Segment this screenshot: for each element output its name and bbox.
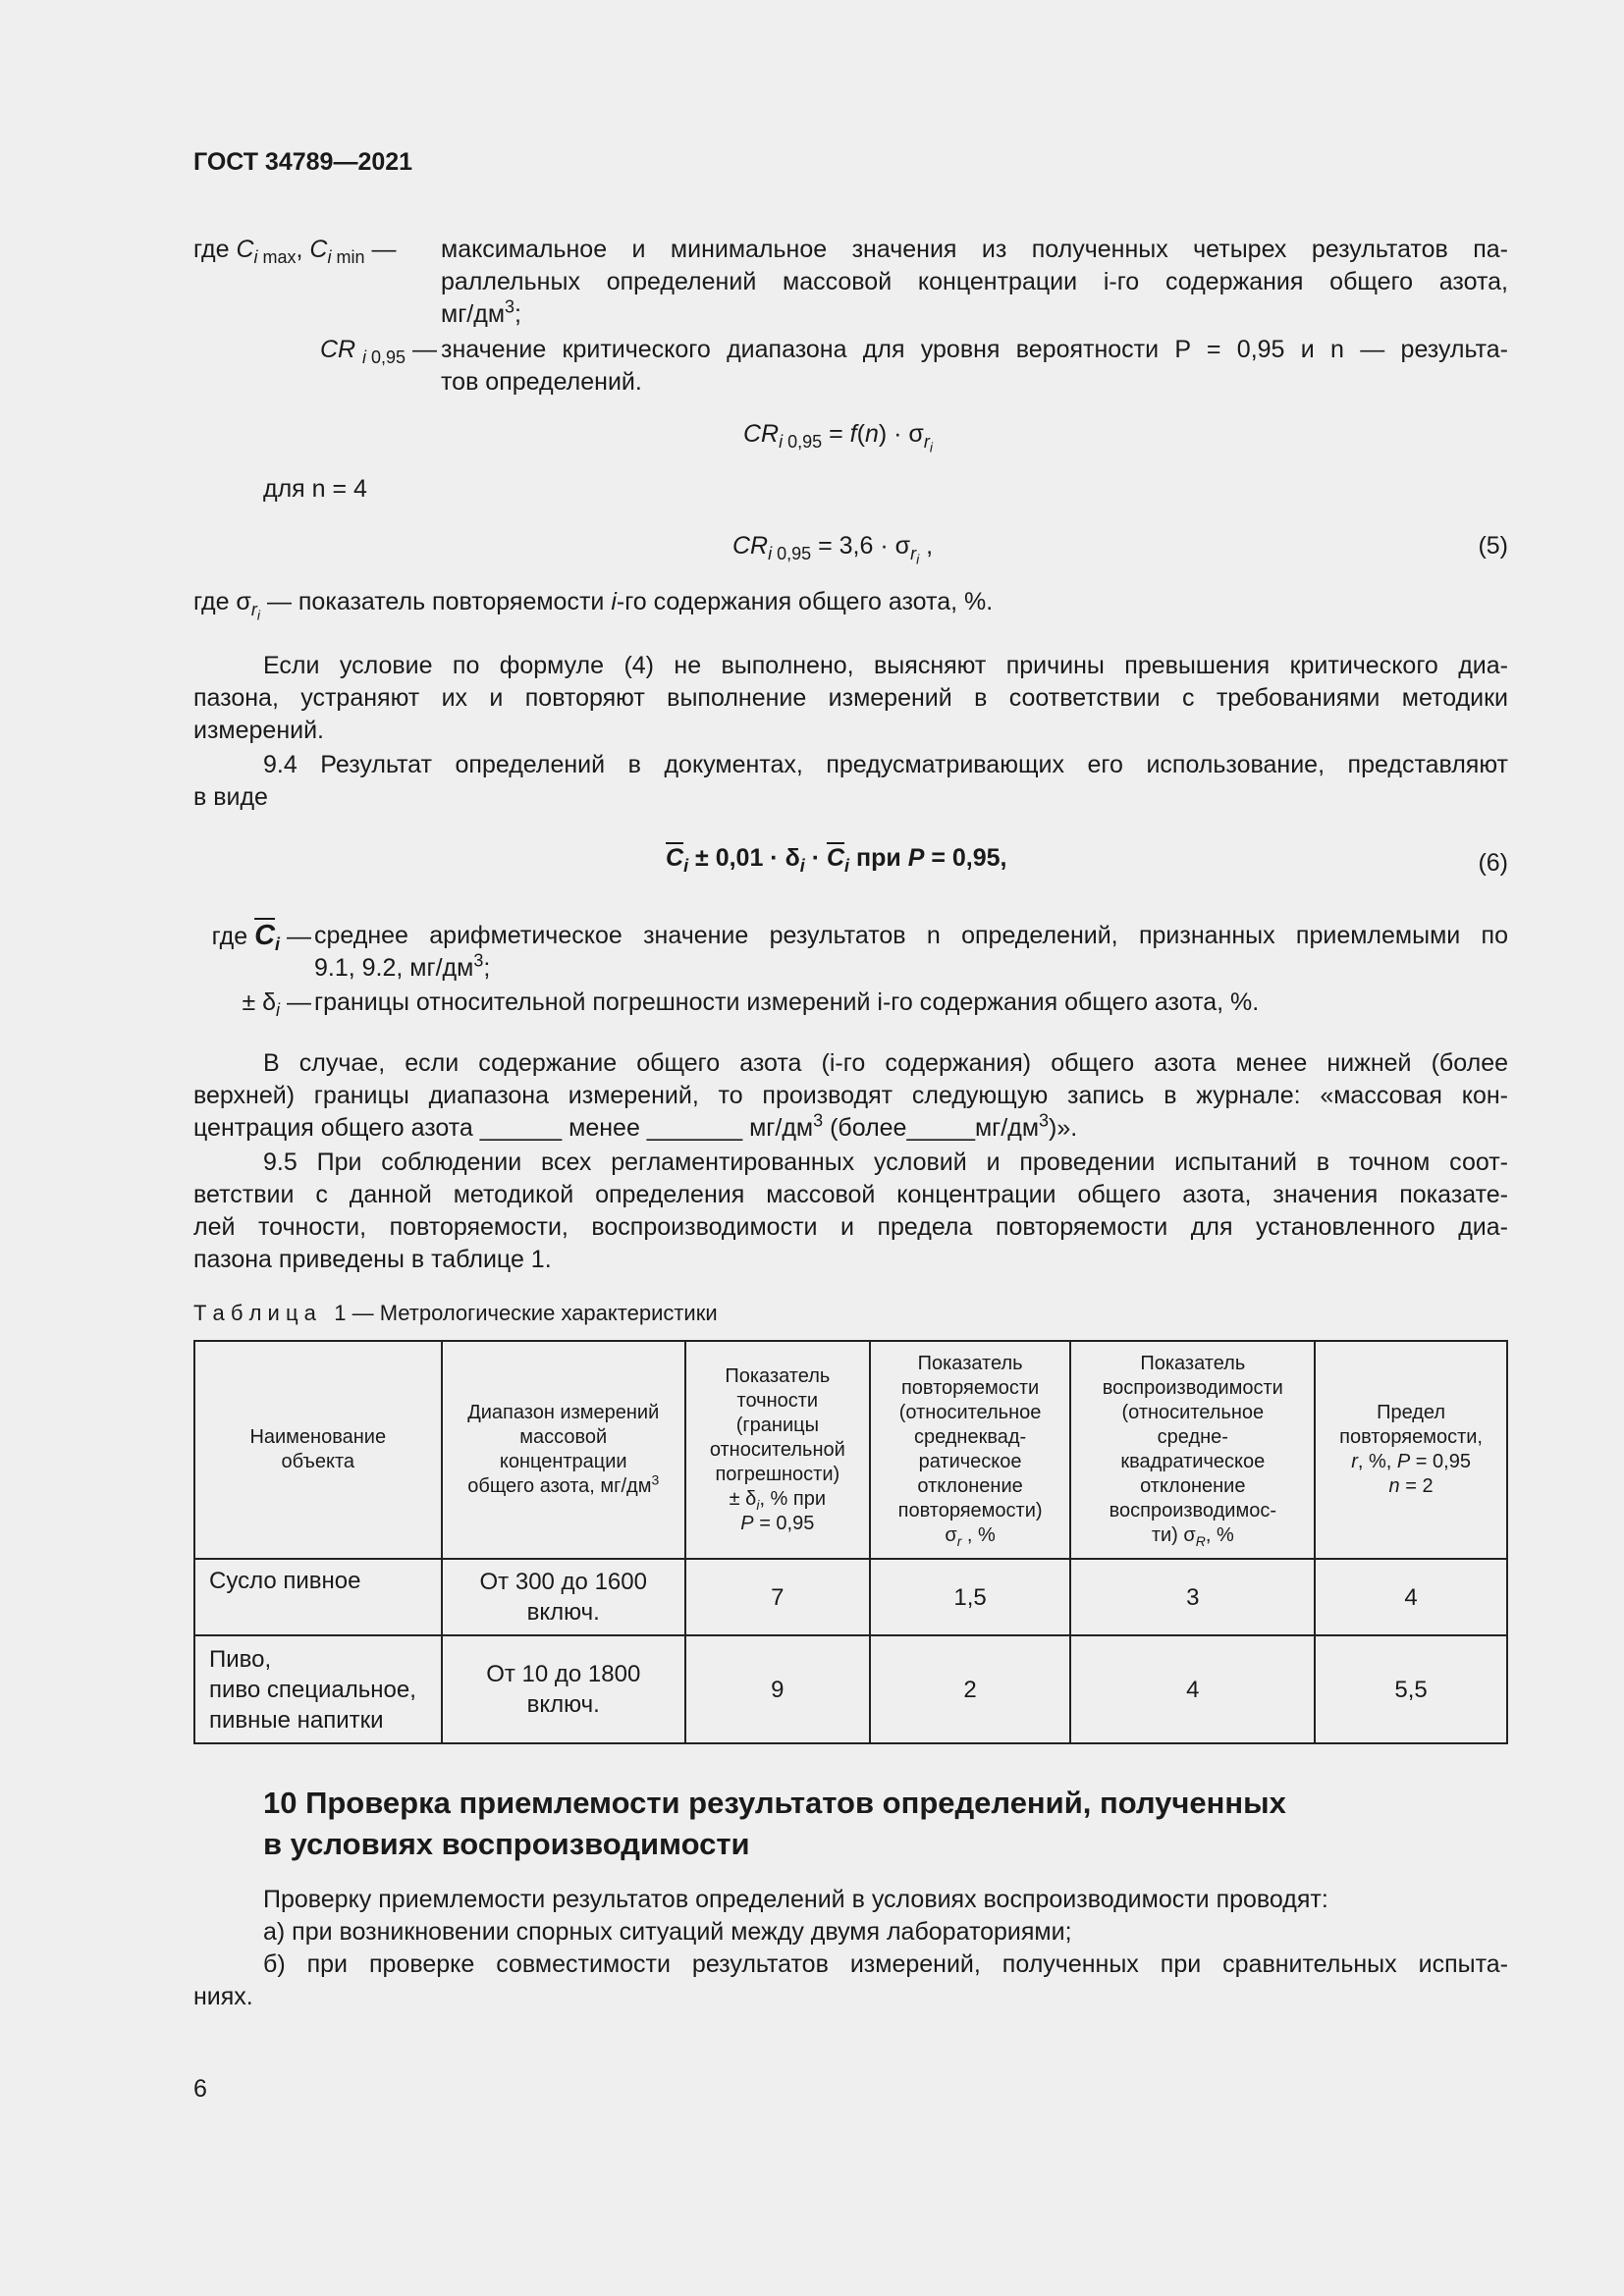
paragraph-case (193, 1047, 1508, 1145)
cell-limit: 4 (1315, 1559, 1507, 1635)
header-range: Диапазон измерений массовой концентрации общего азота, $мг/дм^3$ (442, 1341, 685, 1559)
definition-line: максимальное и минимальное значения из полученных четырех результатов па- (441, 236, 1508, 263)
definition-text-cmax-cmin (441, 234, 1508, 331)
page-number: 6 (193, 2075, 207, 2103)
formula-cr-general: $CR_{i 0,95} = f(n) \cdot \sigma_{r_i}$ (743, 420, 933, 455)
formula-6: $\overline{C}_i \pm 0,01 \cdot \delta_i \cdot \overline{C}_i$ при P = 0,95, (666, 844, 1007, 876)
definition-term-cbar: где $\overline{C}_i$ — (211, 920, 311, 954)
paragraph-line: лей точности, повторяемости, воспроизводимости и предела повторяемости для установленного диа- (193, 1213, 1508, 1241)
definition-line: $мг/дм^3$; (441, 296, 521, 328)
definition-term-cmax-cmin: где $C_{i max}$, $C_{i min}$ — (193, 236, 397, 267)
paragraph-line: пазона приведены в таблице 1. (193, 1246, 552, 1273)
heading-line: 10 Проверка приемлемости результатов определений, полученных (263, 1786, 1286, 1820)
header-object: Наименование объекта (194, 1341, 442, 1559)
definition-line: тов определений. (441, 368, 642, 396)
definition-text-cr (441, 334, 1508, 399)
definition-text-cbar (314, 920, 1508, 985)
paragraph-9-5 (193, 1147, 1508, 1276)
section-10-heading (263, 1783, 1286, 1865)
equation-number-5: (5) (1478, 532, 1508, 560)
paragraph-line: 9.5 При соблюдении всех регламентированных условий и проведении испытаний в точном соот- (263, 1148, 1508, 1176)
definition-line: среднее арифметическое значение результатов n определений, признанных приемлемыми по (314, 922, 1508, 949)
cell-accuracy: 9 (685, 1635, 870, 1743)
header-repeatability: Показатель повторяемости (относительное среднеквад- ратическое отклонение повторяемости) $\sigma_r$ , % (870, 1341, 1071, 1559)
definition-line: 9.1, 9.2, $мг/дм^3$; (314, 950, 491, 982)
cell-range: От 300 до 1600 включ. (442, 1559, 685, 1635)
cell-accuracy: 7 (685, 1559, 870, 1635)
metrological-table (193, 1340, 1508, 1744)
paragraph-9-4 (193, 749, 1508, 814)
cell-limit: 5,5 (1315, 1635, 1507, 1743)
cell-repeatability: 2 (870, 1635, 1071, 1743)
document-header: ГОСТ 34789—2021 (193, 148, 413, 176)
equation-number-6: (6) (1478, 849, 1508, 877)
table-row (194, 1559, 1507, 1635)
for-n-label: для n = 4 (263, 475, 367, 503)
table-row (194, 1635, 1507, 1743)
paragraph-line: пазона, устраняют их и повторяют выполнение измерений в соответствии с требованиями методики (193, 684, 1508, 712)
where-sigma-text: где $\sigma_{r_i}$ — показатель повторяемости i-го содержания общего азота, %. (193, 588, 994, 623)
paragraph-line: верхней) границы диапазона измерений, то производят следующую запись в журнале: «массовая кон- (193, 1082, 1508, 1109)
table-caption: Т а б л и ц а 1 — Метрологические характеристики (193, 1301, 718, 1325)
definition-term-delta: ± $\delta_i$ — (242, 988, 311, 1020)
table-header-row (194, 1341, 1507, 1559)
section-10-item-b-cont: ниях. (193, 1983, 253, 2010)
paragraph-line: В случае, если содержание общего азота (i-го содержания) общего азота менее нижней (более (263, 1049, 1508, 1077)
paragraph-line: ветствии с данной методикой определения массовой концентрации общего азота, значения показате- (193, 1181, 1508, 1208)
cell-reproducibility: 4 (1070, 1635, 1315, 1743)
definition-term-cr: CR $_{i 0,95}$ — (319, 336, 437, 367)
section-10-item-b: б) при проверке совместимости результатов измерений, полученных при сравнительных испыта- (263, 1950, 1508, 1978)
formula-5: $CR_{i 0,95} = 3,6 \cdot \sigma_{r_i}$ , (732, 532, 934, 567)
definition-text-delta: границы относительной погрешности измерений i-го содержания общего азота, %. (314, 988, 1260, 1016)
heading-line: в условиях воспроизводимости (263, 1827, 750, 1861)
definition-line: значение критического диапазона для уровня вероятности P = 0,95 и n — результа- (441, 336, 1508, 363)
header-limit: Предел повторяемости, r, %, P = 0,95 n = 2 (1315, 1341, 1507, 1559)
cell-reproducibility: 3 (1070, 1559, 1315, 1635)
section-10-intro: Проверку приемлемости результатов определений в условиях воспроизводимости проводят: (263, 1886, 1328, 1913)
header-reproducibility: Показатель воспроизводимости (относительное средне- квадратическое отклонение воспроизводимос- ти) $\sigma_R$, % (1070, 1341, 1315, 1559)
definition-line: раллельных определений массовой концентрации i-го содержания общего азота, (441, 268, 1508, 295)
cell-object: Пиво, пиво специальное, пивные напитки (194, 1635, 442, 1743)
cell-range: От 10 до 1800 включ. (442, 1635, 685, 1743)
cell-object: Сусло пивное (194, 1559, 442, 1635)
cell-repeatability: 1,5 (870, 1559, 1071, 1635)
section-10-body (193, 1884, 1508, 2013)
header-accuracy: Показатель точности (границы относительной погрешности) ± $\delta_i$, % при P = 0,95 (685, 1341, 870, 1559)
paragraph-condition (193, 650, 1508, 747)
paragraph-line: Если условие по формуле (4) не выполнено, выясняют причины превышения критического диа- (263, 652, 1508, 679)
paragraph-line: в виде (193, 783, 268, 811)
section-10-item-a: а) при возникновении спорных ситуаций между двумя лабораториями; (263, 1918, 1072, 1946)
paragraph-line: центрация общего азота ______ менее _______ $мг/дм^3$ $(более\_\_\_\_\_мг/дм^3)$». (193, 1110, 1078, 1142)
paragraph-line: измерений. (193, 717, 325, 744)
paragraph-line: 9.4 Результат определений в документах, предусматривающих его использование, представляют (263, 751, 1508, 778)
